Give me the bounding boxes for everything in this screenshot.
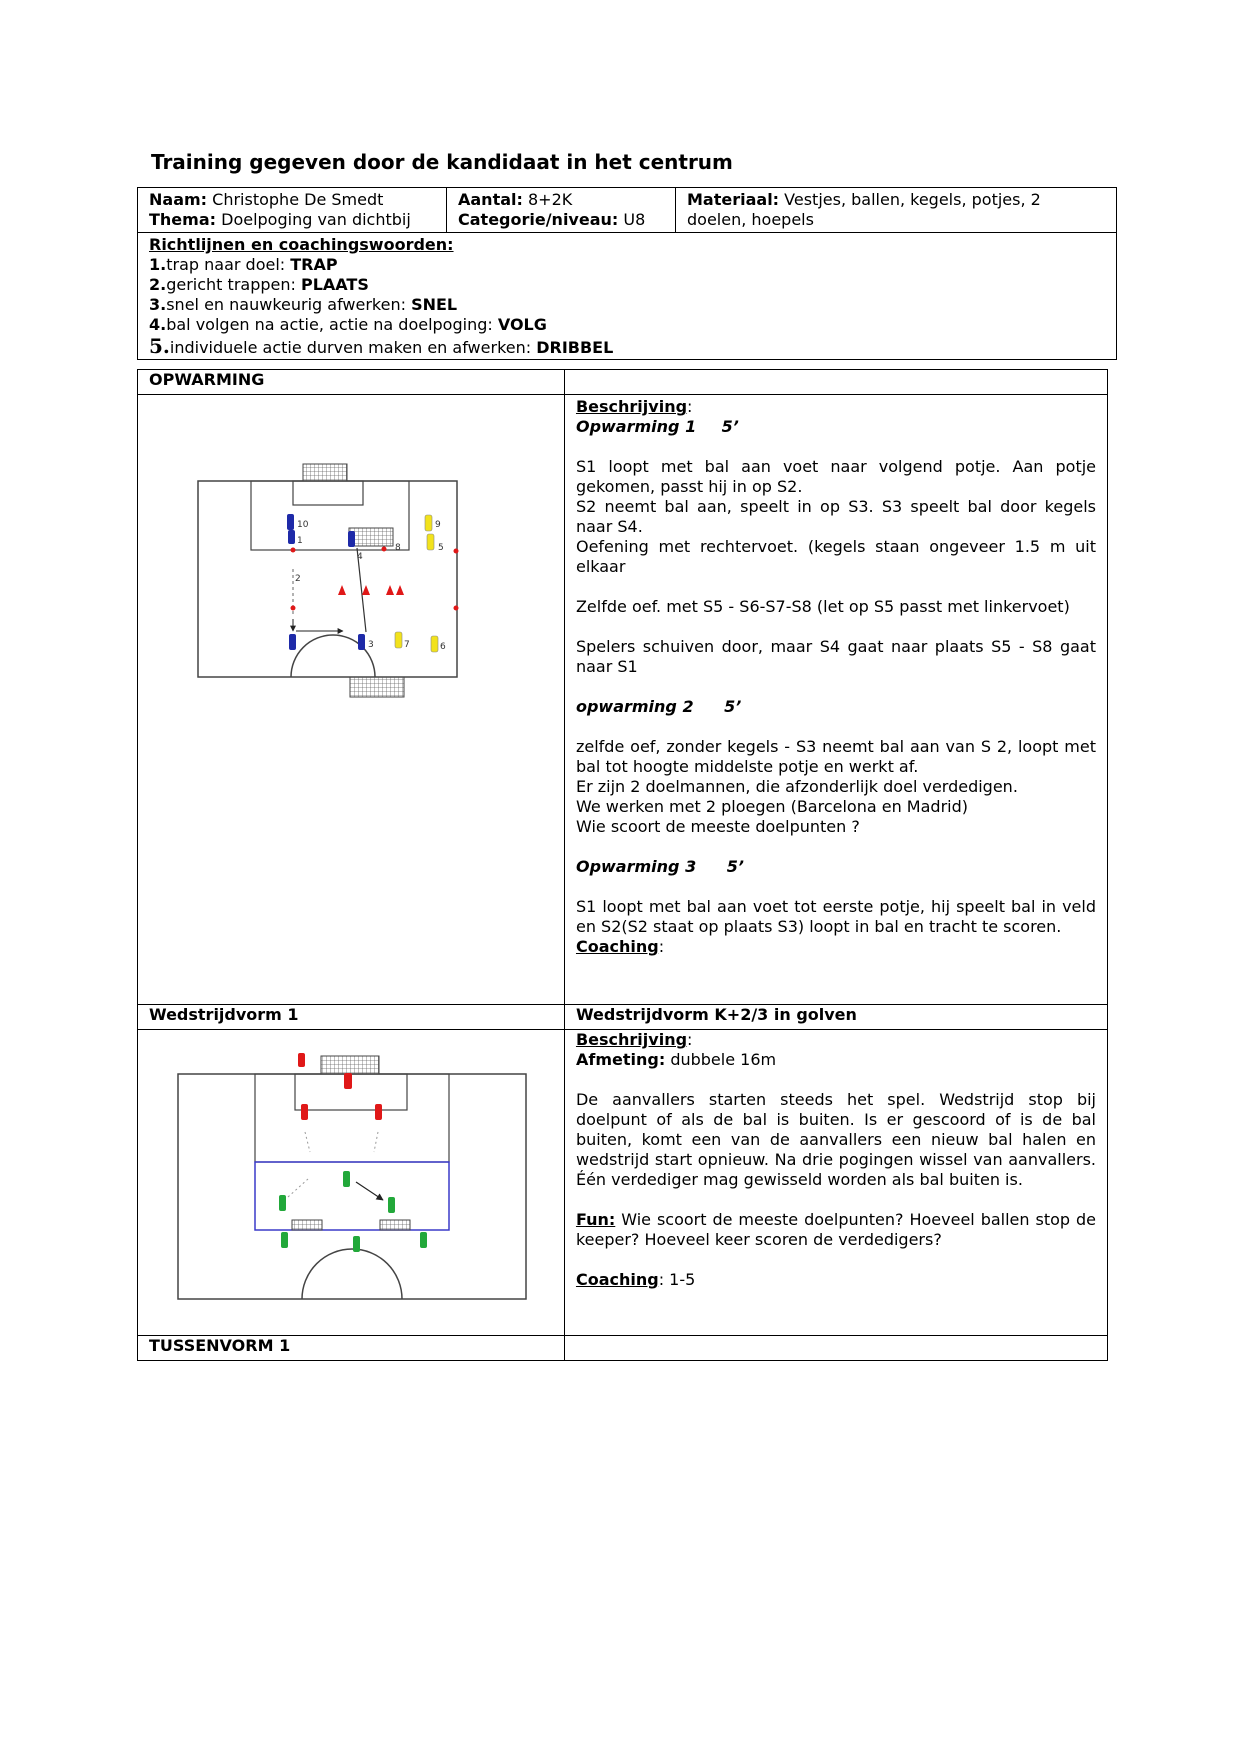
center-arc xyxy=(302,1249,402,1299)
opwarming-description: Beschrijving: Opwarming 1 5’ S1 loopt met bal aan voet naar volgend potje. Aan potje gekomen, passt hij in op S2. S2 neemt bal aan, speelt in op S3. S3 speelt bal door kegels naar S4. Oefening met rechtervoet. (kegels staan ongeveer 1.5 m uit elkaar Zelfde oef. met S5 - S6-S7-S8 (let op S5 passt met linkervoet) Spelers schuiven door, maar S4 gaat naar plaats S5 - S8 gaat naar S1 opwarming 2 5’ zelfde oef, zonder kegels - S3 neemt bal aan van S 2, loopt met bal tot hoogte middelste potje en werkt af. Er zijn 2 doelmannen, die afzonderlijk doel verdedigen. We werken met 2 ploegen (Barcelona en Madrid) Wie scoort de meeste doelpunten ? Opwarming 3 5’ S1 loopt met bal aan voet tot eerste potje, hij speelt bal in veld en S2(S2 staat op plaats S3) loopt in bal en tracht te scoren. Coaching: xyxy=(564,395,1107,1005)
svg-text:8: 8 xyxy=(395,543,401,553)
thema-label: Thema: xyxy=(149,210,217,229)
materiaal-label: Materiaal: xyxy=(687,190,780,209)
run-line xyxy=(305,1132,310,1152)
afmeting-label: Afmeting: xyxy=(575,1050,666,1069)
o2-paragraph: zelfde oef, zonder kegels - S3 neemt bal aan van S 2, loopt met bal tot hoogte middelste potje en werkt af. xyxy=(575,737,1096,776)
run-line xyxy=(374,1132,378,1152)
top-goal-net xyxy=(321,1056,379,1074)
coaching-label: Coaching xyxy=(575,937,659,956)
beschrijving-label: Beschrijving xyxy=(575,397,688,416)
fun-text: Wie scoort de meeste doelpunten? Hoeveel ballen stop de keeper? Hoeveel keer scoren de verdedigers? xyxy=(575,1210,1096,1249)
opwarming-diagram xyxy=(138,431,563,721)
aantal-value: 8+2K xyxy=(528,190,573,209)
o2-paragraph: Wie scoort de meeste doelpunten ? xyxy=(575,817,860,836)
pass-arrow xyxy=(356,1182,383,1200)
page-title: Training gegeven door de kandidaat in het centrum xyxy=(151,150,733,174)
coaching-label: Coaching xyxy=(575,1270,659,1289)
wedstrijdvorm-heading: Wedstrijdvorm 1 xyxy=(138,1005,565,1030)
svg-text:5: 5 xyxy=(438,543,444,553)
o1-paragraph: Spelers schuiven door, maar S4 gaat naar plaats S5 - S8 gaat naar S1 xyxy=(575,637,1096,676)
materiaal-cell xyxy=(676,188,1117,233)
svg-text:9: 9 xyxy=(435,520,441,530)
opwarming-diagram-cell xyxy=(138,395,565,1005)
opwarming-heading-right xyxy=(564,370,1107,395)
opwarming2-title: opwarming 2 xyxy=(575,697,694,716)
materiaal-value: Vestjes, ballen, kegels, potjes, 2 doelen, hoepels xyxy=(687,190,1041,229)
richtlijn-item: 3.snel en nauwkeurig afwerken: SNEL xyxy=(149,295,458,314)
header-table xyxy=(137,187,1117,360)
wedstrijdvorm-right-heading: Wedstrijdvorm K+2/3 in golven xyxy=(564,1005,1107,1030)
thema-value: Doelpoging van dichtbij xyxy=(221,210,411,229)
main-table xyxy=(137,369,1108,1361)
fun-label: Fun: xyxy=(575,1210,616,1229)
o3-paragraph: S1 loopt met bal aan voet tot eerste potje, hij speelt bal in veld en S2(S2 staat op plaats S3) loopt in bal en tracht te scoren. xyxy=(575,897,1096,936)
aantal-label: Aantal: xyxy=(458,190,523,209)
o1-paragraph: S2 neemt bal aan, speelt in op S3. S3 speelt bal door kegels naar S4. xyxy=(575,497,1096,536)
field-outline xyxy=(178,1074,526,1299)
o2-paragraph: We werken met 2 ploegen (Barcelona en Madrid) xyxy=(575,797,968,816)
svg-text:3: 3 xyxy=(368,640,374,650)
run-line xyxy=(288,1179,308,1197)
markers xyxy=(291,547,459,611)
svg-text:2: 2 xyxy=(295,574,301,584)
naam-value: Christophe De Smedt xyxy=(212,190,384,209)
wedstrijdvorm-diagram xyxy=(138,1052,563,1332)
wedstrijdvorm-description: Beschrijving: Afmeting: dubbele 16m De aanvallers starten steeds het spel. Wedstrijd stop bij doelpunt of als de bal is buiten. Is er gescoord of is de bal buiten, komt een van de aanvallers een nieuw bal halen en wedstrijd start opnieuw. Na drie pogingen wissel van aanvallers. Één verdediger mag gewisseld worden als bal buiten is. Fun: Wie scoort de meeste doelpunten? Hoeveel ballen stop de keeper? Hoeveel keer scoren de verdedigers? Coaching: 1-5 xyxy=(564,1030,1107,1336)
svg-text:7: 7 xyxy=(404,640,410,650)
richtlijn-item: 5.individuele actie durven maken en afwerken: DRIBBEL xyxy=(149,334,614,358)
o2-paragraph: Er zijn 2 doelmannen, die afzonderlijk doel verdedigen. xyxy=(575,777,1018,796)
richtlijn-item: 4.bal volgen na actie, actie na doelpoging: VOLG xyxy=(149,315,547,334)
field-outline xyxy=(198,481,457,677)
richtlijn-item: 1.trap naar doel: TRAP xyxy=(149,255,338,274)
opwarming1-title: Opwarming 1 xyxy=(575,417,697,436)
tussenvorm-heading: TUSSENVORM 1 xyxy=(138,1336,565,1361)
small-goal-left xyxy=(292,1220,322,1230)
richtlijnen-heading: Richtlijnen en coachingswoorden: xyxy=(149,235,454,254)
coaching-value: : 1-5 xyxy=(658,1270,696,1289)
beschrijving-label: Beschrijving xyxy=(575,1030,688,1049)
opwarming3-title: Opwarming 3 xyxy=(575,857,697,876)
goal-box xyxy=(293,481,363,505)
afmeting-value: dubbele 16m xyxy=(670,1050,777,1069)
categorie-label: Categorie/niveau: xyxy=(458,210,619,229)
o1-paragraph: Oefening met rechtervoet. (kegels staan ongeveer 1.5 m uit elkaar xyxy=(575,537,1096,576)
svg-text:10: 10 xyxy=(297,520,309,530)
small-goal-right xyxy=(380,1220,410,1230)
middle-goal-net xyxy=(349,528,393,546)
top-goal-net xyxy=(303,464,347,481)
categorie-value: U8 xyxy=(623,210,646,229)
cones xyxy=(338,585,404,595)
opwarming-heading: OPWARMING xyxy=(138,370,565,395)
o1-paragraph: Zelfde oef. met S5 - S6-S7-S8 (let op S5 passt met linkervoet) xyxy=(575,597,1070,616)
green-players xyxy=(279,1171,427,1252)
svg-text:4: 4 xyxy=(357,552,363,562)
wedstrijd-paragraph: De aanvallers starten steeds het spel. Wedstrijd stop bij doelpunt of als de bal is buiten. Is er gescoord of is de bal buiten, komt een van de aanvallers een nieuw bal halen en wedstrijd start opnieuw. Na drie pogingen wissel van aanvallers. Één verdediger mag gewisseld worden als bal buiten is. xyxy=(575,1090,1096,1189)
wedstrijdvorm-diagram-cell xyxy=(138,1030,565,1336)
svg-text:1: 1 xyxy=(297,536,303,546)
o1-paragraph: S1 loopt met bal aan voet naar volgend potje. Aan potje gekomen, passt hij in op S2. xyxy=(575,457,1096,496)
penalty-box xyxy=(255,1074,449,1162)
bottom-goal-net xyxy=(350,677,404,697)
richtlijn-item: 2.gericht trappen: PLAATS xyxy=(149,275,369,294)
naam-label: Naam: xyxy=(149,190,208,209)
svg-text:6: 6 xyxy=(440,642,446,652)
richtlijnen-cell xyxy=(138,233,1117,360)
naam-thema-cell xyxy=(138,188,447,233)
yellow-players xyxy=(395,515,438,652)
aantal-categorie-cell xyxy=(447,188,676,233)
tussenvorm-right xyxy=(564,1336,1107,1361)
